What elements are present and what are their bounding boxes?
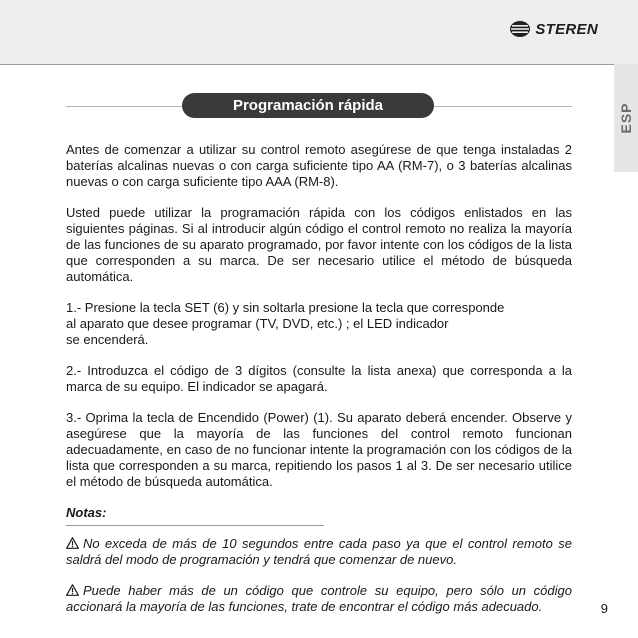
intro-paragraph: Antes de comenzar a utilizar su control remoto asegúrese de que tenga instaladas 2 baterías alcalinas nuevas o con carga suficiente tipo AA (RM-7), o 3 baterías alcalinas nuevas o con carga suficiente tipo AAA (RM-8). xyxy=(66,142,572,189)
note-item xyxy=(66,583,572,615)
section-title-pill xyxy=(182,93,434,118)
brand-name: STEREN xyxy=(535,20,598,38)
steren-logo-icon xyxy=(509,20,531,38)
step-1-line-1: 1.- Presione la tecla SET (6) y sin soltarla presione la tecla que corresponde xyxy=(66,300,505,315)
warning-icon xyxy=(66,537,79,549)
section-title: Programación rápida xyxy=(232,97,384,114)
usage-paragraph: Usted puede utilizar la programación rápida con los códigos enlistados en las siguientes páginas. Si al introducir algún código el control remoto no realiza la mayoría de las funciones de su aparato programado, por favor intente con los códigos de la lista que corresponden a su marca. De ser necesario utilice el método de búsqueda automática. xyxy=(66,205,572,284)
step-1-line-3: se encenderá. xyxy=(66,332,149,347)
language-tab xyxy=(614,64,638,172)
note-text: No exceda de más de 10 segundos entre cada paso ya que el control remoto se saldrá del modo de programación y tendrá que comenzar de nuevo. xyxy=(66,536,572,567)
warning-icon xyxy=(66,584,79,596)
note-item xyxy=(66,536,572,568)
notes-rule xyxy=(66,525,324,526)
brand-logo xyxy=(509,18,598,40)
note-text: Puede haber más de un código que controle su equipo, pero sólo un código accionará la mayoría de las funciones, trate de encontrar el código más adecuado. xyxy=(66,583,572,614)
language-tab-label: ESP xyxy=(618,102,634,134)
step-2-paragraph: 2.- Introduzca el código de 3 dígitos (consulte la lista anexa) que corresponda a la marca de su equipo. El indicador se apagará. xyxy=(66,363,572,394)
step-3-paragraph: 3.- Oprima la tecla de Encendido (Power) (1). Su aparato deberá encender. Observe y asegúrese que la mayoría de las funciones del control remoto funcionan adecuadamente, en caso de no funcionar intente la programación con los códigos de la lista que corresponden a su marca, repitiendo los pasos 1 al 3. De ser necesario utilice el método de búsqueda automática. xyxy=(66,410,572,489)
header-band xyxy=(0,0,638,65)
notes-title: Notas: xyxy=(66,505,107,520)
step-1-line-2: al aparato que desee programar (TV, DVD, etc.) ; el LED indicador xyxy=(66,316,449,331)
page-content xyxy=(66,142,572,630)
page-number: 9 xyxy=(600,601,608,616)
step-1-paragraph xyxy=(66,300,572,348)
